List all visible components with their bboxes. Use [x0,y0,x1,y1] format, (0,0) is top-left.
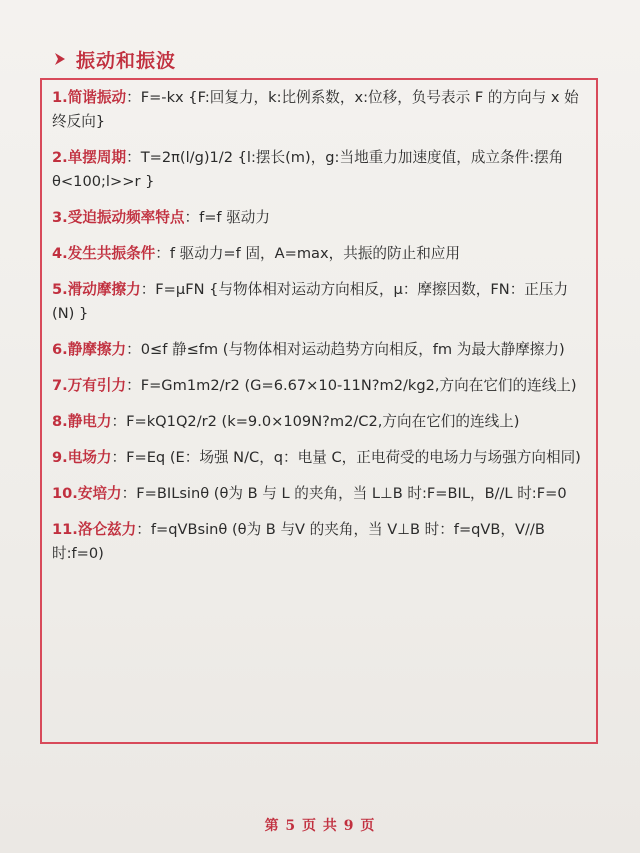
section-header [54,44,176,74]
list-item [52,278,588,326]
item-text: ：F=-kx {F:回复力，k:比例系数，x:位移，负号表示 F 的方向与 x 始终反向} [52,89,579,130]
section-title: 振动和振波 [76,49,177,72]
item-text: ：F=μFN {与物体相对运动方向相反，μ：摩擦因数，FN：正压力(N) } [52,281,569,322]
list-item [52,242,588,266]
item-text: ：F=kQ1Q2/r2 (k=9.0×109N?m2/C2,方向在它们的连线上) [111,413,520,430]
item-number: 3. [52,209,68,226]
item-term: 洛仑兹力 [77,521,137,538]
item-text: ：F=Gm1m2/r2 (G=6.67×10-11N?m2/kg2,方向在它们的连线上) [126,377,577,394]
item-term: 安培力 [77,485,122,502]
item-text: ：f=f 驱动力 [184,209,270,226]
item-term: 万有引力 [67,377,127,394]
item-number: 7. [52,377,68,394]
list-item [52,482,588,506]
item-text: ：F=BILsinθ (θ为 B 与 L 的夹角，当 L⊥B 时:F=BIL，B//L 时:F=0 [121,485,567,502]
item-number: 1. [52,89,68,106]
item-number: 8. [52,413,68,430]
list-item [52,338,588,362]
list-item [52,446,588,470]
item-term: 单摆周期 [67,149,127,166]
item-number: 2. [52,149,68,166]
list-item [52,410,588,434]
item-text: ：f=qVBsinθ (θ为 B 与V 的夹角，当 V⊥B 时：f=qVB，V//B 时:f=0) [52,521,545,562]
page-number: 第 5 页 共 9 页 [264,818,376,834]
item-term: 发生共振条件 [67,245,156,262]
list-item [52,86,588,134]
item-term: 静电力 [67,413,112,430]
list-item [52,374,588,398]
item-text: ：f 驱动力=f 固，A=max，共振的防止和应用 [155,245,460,262]
list-item [52,518,588,566]
list-item [52,146,588,194]
item-number: 4. [52,245,68,262]
item-number: 9. [52,449,68,466]
item-text: ：T=2π(l/g)1/2 {l:摆长(m)，g:当地重力加速度值，成立条件:摆角θ<100;l>>r } [52,149,564,190]
item-term: 滑动摩擦力 [67,281,141,298]
item-number: 10. [52,485,78,502]
item-number: 6. [52,341,68,358]
list-item [52,206,588,230]
item-number: 5. [52,281,68,298]
item-term: 电场力 [67,449,112,466]
formula-list-box [40,78,598,744]
item-number: 11. [52,521,78,538]
item-term: 静摩擦力 [67,341,127,358]
item-term: 受迫振动频率特点 [67,209,185,226]
arrow-right-icon [54,52,66,66]
item-term: 简谐振动 [67,89,127,106]
item-text: ：F=Eq (E：场强 N/C，q：电量 C，正电荷受的电场力与场强方向相同) [111,449,581,466]
item-text: ：0≤f 静≤fm (与物体相对运动趋势方向相反，fm 为最大静摩擦力) [126,341,565,358]
